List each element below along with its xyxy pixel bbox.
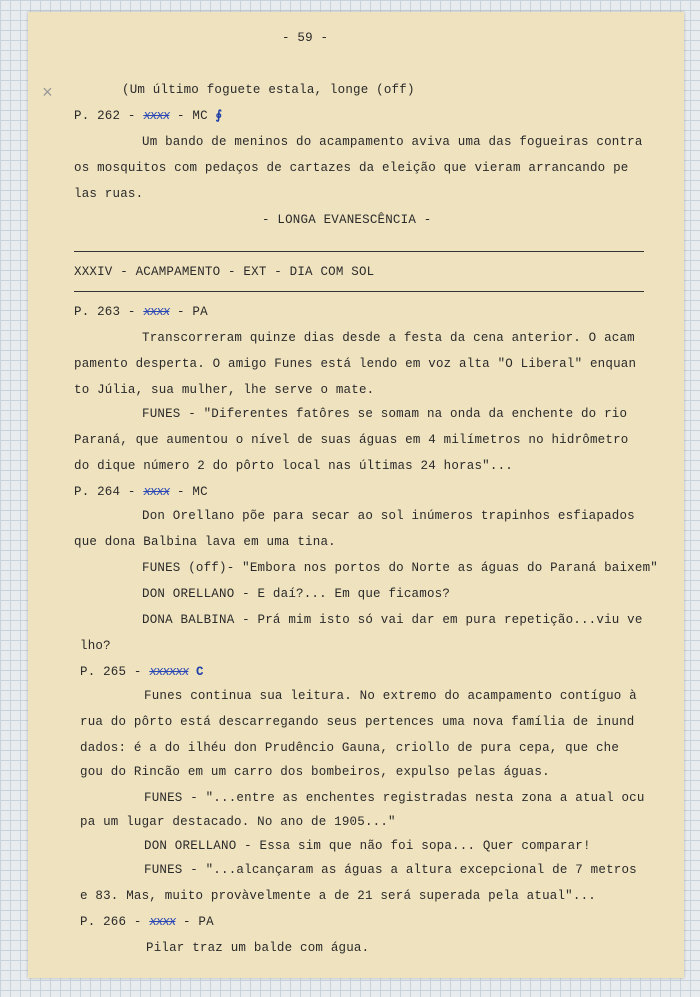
line-13: Paraná, que aumentou o nível de suas águas em 4 milímetros no hidrômetro [74,433,629,447]
line-1: (Um último foguete estala, longe (off) [122,83,415,97]
line-26: gou do Rincão em um carro dos bombeiros, expulso pelas águas. [80,765,550,779]
page-number: - 59 - [282,31,329,45]
line-28: pa um lugar destacado. No ano de 1905..." [80,815,396,829]
line-31: e 83. Mas, muito provàvelmente a de 21 será superada pela atual"... [80,889,596,903]
divider-bottom [74,291,644,292]
line-29: DON ORELLANO - Essa sim que não foi sopa... Quer comparar! [144,839,591,853]
scene-heading: XXXIV - ACAMPAMENTO - EXT - DIA COM SOL [74,265,375,279]
shot-265: P. 265 - xxxxxx C [80,665,204,679]
line-20: DONA BALBINA - Prá mim isto só vai dar em pura repetição...viu ve [142,613,643,627]
struck-shot-type: xxxx [143,109,170,123]
shot-263: P. 263 - xxxx - PA [74,305,208,319]
line-16: Don Orellano põe para secar ao sol inúmeros trapinhos esfiapados [142,509,635,523]
shot-262: P. 262 - xxxx - MC ∮ [74,109,223,123]
line-33: Pilar traz um balde com água. [146,941,370,955]
line-11: to Júlia, sua mulher, lhe serve o mate. [74,383,375,397]
line-18: FUNES (off)- "Embora nos portos do Norte as águas do Paraná baixem" [142,561,658,575]
divider-top [74,251,644,252]
transition-line: - LONGA EVANESCÊNCIA - [262,213,432,227]
shot-266: P. 266 - xxxx - PA [80,915,214,929]
line-21: lho? [80,639,111,653]
line-4: os mosquitos com pedaços de cartazes da eleição que vieram arrancando pe [74,161,629,175]
line-12: FUNES - "Diferentes fatôres se somam na onda da enchente do rio [142,407,628,421]
line-9: Transcorreram quinze dias desde a festa da cena anterior. O acam [142,331,635,345]
line-27: FUNES - "...entre as enchentes registradas nesta zona a atual ocu [144,791,645,805]
line-19: DON ORELLANO - E daí?... Em que ficamos? [142,587,451,601]
line-3: Um bando de meninos do acampamento aviva uma das fogueiras contra [142,135,643,149]
line-23: Funes continua sua leitura. No extremo do acampamento contíguo à [144,689,637,703]
line-25: dados: é a do ilhéu don Prudêncio Gauna, criollo de pura cepa, que che [80,741,620,755]
line-5: las ruas. [74,187,144,201]
line-30: FUNES - "...alcançaram as águas a altura excepcional de 7 metros [144,863,637,877]
line-17: que dona Balbina lava em uma tina. [74,535,336,549]
shot-264: P. 264 - xxxx - MC [74,485,208,499]
line-14: do dique número 2 do pôrto local nas últimas 24 horas"... [74,459,513,473]
pencil-x-mark: × [42,84,53,104]
line-10: pamento desperta. O amigo Funes está lendo em voz alta "O Liberal" enquan [74,357,637,371]
line-24: rua do pôrto está descarregando seus pertences uma nova família de inund [80,715,635,729]
